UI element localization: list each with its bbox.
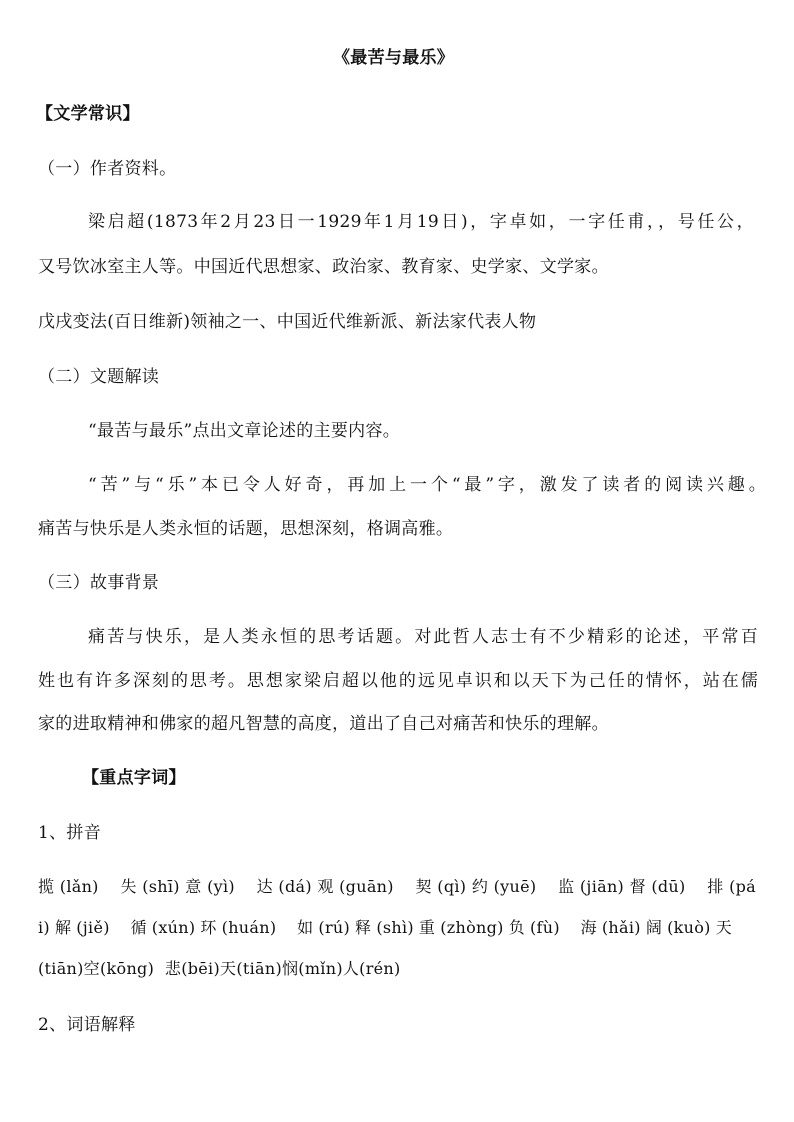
author-paragraph-2: 戊戌变法(百日维新)领袖之一、中国近代维新派、新法家代表人物 xyxy=(38,312,537,332)
pinyin-line-1: 揽(lǎn) 失(shī)意(yì) 达(dá)观(guān) 契(qì)约(yuē) 监(jiān)督(dū) 排(pá xyxy=(38,877,756,896)
subheading-title-reading: （二）文题解读 xyxy=(38,367,160,387)
subheading-background: （三）故事背景 xyxy=(38,573,160,593)
section-heading-literature: 【文学常识】 xyxy=(36,104,140,124)
title-reading-paragraph-1: “最苦与最乐”点出文章论述的主要内容。 xyxy=(88,421,401,441)
pinyin-line-3: (tiān)空(kōng) 悲(bēi)天(tiān)悯(mǐn)人(rén) xyxy=(38,959,401,978)
background-paragraph-line-3: 家的进取精神和佛家的超凡智慧的高度，道出了自己对痛苦和快乐的理解。 xyxy=(38,714,609,734)
background-paragraph-line-2: 姓也有许多深刻的思考。思想家梁启超以他的远见卓识和以天下为己任的情怀，站在儒 xyxy=(38,671,758,691)
document-title: 《最苦与最乐》 xyxy=(333,48,455,68)
pinyin-line-2: i)解(jiě) 循(xún)环(huán) 如(rú)释(shì)重(zhòng)负(fù) 海(hǎi)阔(kuò)天 xyxy=(38,918,732,937)
title-reading-paragraph-2-line-2: 痛苦与快乐是人类永恒的话题，思想深刻，格调高雅。 xyxy=(38,519,454,539)
author-paragraph-line-2: 又号饮冰室主人等。中国近代思想家、政治家、教育家、史学家、文学家。 xyxy=(38,257,609,277)
title-reading-paragraph-2-line-1: “苦”与“乐”本已令人好奇，再加上一个“最”字，激发了读者的阅读兴趣。 xyxy=(88,475,766,495)
section-heading-keywords: 【重点字词】 xyxy=(82,768,186,788)
subheading-pinyin: 1、拼音 xyxy=(38,823,102,843)
author-paragraph-line-1: 梁启超(1873年2月23日一1929年1月19日)，字卓如，一字任甫，，号任公， xyxy=(88,212,754,232)
subheading-author: （一）作者资料。 xyxy=(38,159,177,179)
subheading-word-explanation: 2、词语解释 xyxy=(38,1015,136,1035)
background-paragraph-line-1: 痛苦与快乐，是人类永恒的思考话题。对此哲人志士有不少精彩的论述，平常百 xyxy=(88,627,758,647)
